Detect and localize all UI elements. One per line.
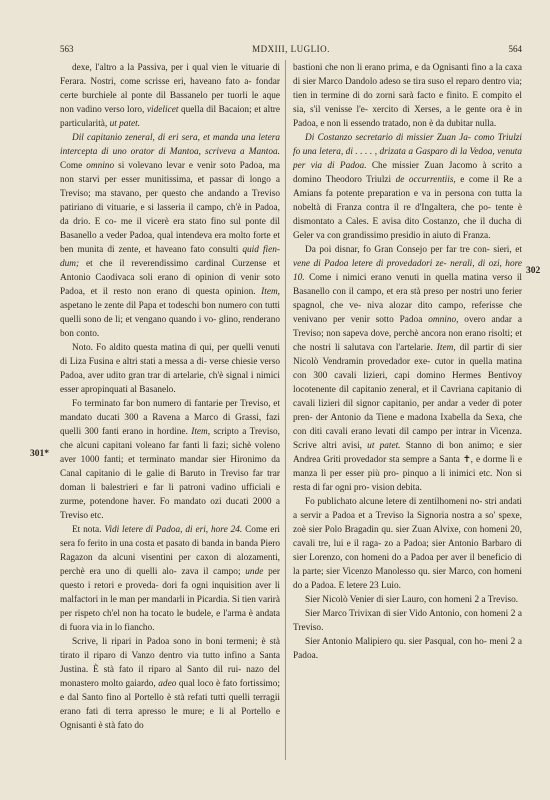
italic-text: Item, bbox=[261, 287, 280, 297]
text-run: Noto. Fo aldito questa matina di qui, per quelli venuti di Liza Fusina e altri stati a messa a di- verse chiesie verso Padoa, aver udito gran trar di artelarie, ch'è signal i nimici esser apropinquati al Basanelo. bbox=[60, 343, 280, 395]
text-run: Che missier Zuan Jacomo à scrito a domino Theodoro Triulzi bbox=[293, 161, 522, 185]
text-run: Fo terminato far bon numero di fantarie per Treviso, et mandato ducati 300 a Ravena a Marco di Grassi, fazi quelli 300 fanti erano in hordine. bbox=[60, 399, 280, 437]
paragraph bbox=[293, 61, 522, 131]
paragraph bbox=[60, 341, 280, 397]
italic-text: Dil capitanio zeneral, di eri sera, et manda una letera intercepta di uno orator di Mantoa, scriveva a Mantoa. bbox=[60, 133, 280, 157]
text-run: aspetano le zente dil Papa et todeschi bon numero con tutti quelli sono de li; et vengano quando i vo- glino, renderano bon conto. bbox=[60, 301, 280, 339]
column-divider bbox=[285, 60, 286, 760]
italic-text: Item, bbox=[436, 343, 456, 353]
paragraph bbox=[293, 635, 522, 663]
text-run: Da poi disnar, fo Gran Consejo per far tre con- sieri, et bbox=[305, 245, 522, 255]
text-run: scripto a Treviso, che alcuni capitani voleano far fanti li fazi; sichè voleno aver 1000 fanti; et terminato mandar sier Hironimo da Canal capitanio di le galie di Baruto in Treviso far trar doman li balestrieri e far li patroni vadino ufficiali e zurme, potendone haver. Fo mandato ozi ducati 2000 a Treviso etc. bbox=[60, 427, 280, 521]
text-run: Et nota. bbox=[72, 525, 105, 535]
text-run: bastioni che non li erano prima, e da Ognisanti fino a la caxa di sier Marco Dandolo adeso se tira suso el reparo dentro via; tien in termine di do zorni sarà facto e finito. E compito el sia, s'il venisse l'e- xercito di Xerses, a le gente ora è in Padoa, e non li essendo tratado, non è da dubitar nulla. bbox=[293, 63, 522, 129]
italic-text: ut patet. bbox=[109, 119, 141, 129]
paragraph bbox=[293, 607, 522, 635]
italic-text: Item, bbox=[191, 427, 211, 437]
text-run: Sier Antonio Malipiero qu. sier Pasqual, con ho- meni 2 a Padoa. bbox=[293, 637, 522, 661]
text-run: Come bbox=[60, 161, 87, 171]
page-number-right: 564 bbox=[508, 44, 522, 54]
italic-text: de occurrentiis, bbox=[395, 175, 456, 185]
italic-text: Di Costanzo secretario di missier Zuan Ja- como Triulzi fo una letera, di . . . . , drizata a Gasparo di la Vedoa, venuta per via di Padoa. bbox=[293, 133, 522, 171]
italic-text: Vidi letere di Padoa, di eri, hore 24. bbox=[104, 525, 243, 535]
text-run: Come i nimici erano venuti in quella matina verso il Basanello con il campo, et era stà preso per nostri uno ferier spagnol, che ve- niva alozar dito campo, referisse che venivano per venir sotto Padoa bbox=[293, 273, 522, 325]
right-column bbox=[293, 61, 522, 663]
paragraph bbox=[60, 523, 280, 635]
paragraph bbox=[60, 131, 280, 341]
text-run: Fo publichato alcune letere di zentilhomeni no- stri andati a servir a Padoa et a Treviso la Signoria nostra a so' spexe, zoè sier Polo Bragadin qu. sier Zuan Alvixe, con homeni 20, cavali tre, lui e il raga- zo a Padoa; sier Antonio Barbaro di sier Lorenzo, con homeni do a Padoa per aver il beneficio di la parte; sier Vicenzo Manolesso qu. sier Marco, con homeni do a Padoa. E letere 23 Luio. bbox=[293, 497, 522, 591]
text-run: Come eri sera fo ferito in una costa et pasato di banda in banda Piero Ragazon da alcuni visentini per caxon di alozamenti, perchè era uno di quelli alo- zava il campo; bbox=[60, 525, 280, 577]
italic-text: videlicet bbox=[146, 105, 179, 115]
text-run: et che il reverendissimo cardinal Curzense et Antonio Caodivaca soli erano di opinion di venir soto Padoa, et il resto non erano di questa opinion. bbox=[60, 259, 280, 297]
paragraph bbox=[60, 397, 280, 523]
page-number-left: 563 bbox=[60, 44, 74, 54]
text-run: per questo i retori e proveda- dori fa ogni inquisition aver li malfactori in le man per mandarli in Picardia. Si tien varirà per rispeto ch'el non ha tocato le budele, e l'arma è andata di fuora via in lo fiancho. bbox=[60, 567, 280, 633]
text-run: e come il Re a Amians fa potente preparation e va in persona con tutta la nobeltà di Franza contra il re d'Ingaltera, che po- tente è dismontato a Cales. E avisa dito Costanzo, che il ducha di Geler va con grandissimo presidio in aiuto di Franza. bbox=[293, 175, 522, 241]
italic-text: vene di Padoa letere di provedadori ze- nerali, di ozi, hore 10. bbox=[293, 259, 522, 283]
running-title: MDXIII, LUGLIO. bbox=[252, 44, 330, 54]
text-run: Sier Marco Trivixan di sier Vido Antonio, con homeni 2 a Treviso. bbox=[293, 609, 522, 633]
paragraph bbox=[293, 593, 522, 607]
left-column bbox=[60, 61, 280, 733]
text-run: qual loco è fato fortissimo; e dal Santo fino al Portello è stà refati tutti quelli terragii erano fati di terra apresso le mure; e li al Portello e Ognisanti è stà fato do bbox=[60, 679, 280, 731]
italic-text: omnino, bbox=[428, 315, 459, 325]
text-run: si volevano levar e venir soto Padoa, ma non starvi per esser munitissima, et passar di longo a Treviso; ma stavano, per questo che andando a Treviso patiriano di vituarie, e si lasseria il campo, ch'è in Padoa, da drio. E co- me il vicerè era stato fino sul ponte dil Basanello a veder Padoa, qual intendeva era molto forte et ben munita di zente, et haveano fato consulti bbox=[60, 161, 280, 255]
italic-text: unde bbox=[245, 567, 264, 577]
margin-note-left: 301* bbox=[30, 449, 49, 459]
paragraph bbox=[60, 61, 280, 131]
paragraph bbox=[293, 243, 522, 495]
italic-text: adeo bbox=[158, 679, 177, 689]
paragraph bbox=[60, 635, 280, 733]
italic-text: ut patet. bbox=[367, 441, 401, 451]
paragraph bbox=[293, 495, 522, 593]
text-run: quella dil Bacaion; et altre particularità, bbox=[60, 105, 281, 129]
text-run: dil partir di sier Nicolò Vendramin provedador exe- cutor in quella matina con 300 cavali lizieri, capi domino Hermes Bentivoy locotenente dil capitanio zeneral, et il Cavriana capitanio di cavali lizieri dil signor capitanio, per andar a veder di poter pren- der Antonio da Tiene e madona Ixabella da Sexa, che con diti cavali erano levati dil campo per intrar in Vicenza. Scrive altri avisi, bbox=[293, 343, 522, 451]
text-run: dexe, l'altro a la Passiva, per i qual vien le vituarie di Ferara. Nostri, come scrisse eri, haveano fato a- fondar certe burchiele al ponte dil Bassanelo per tuorli le aque non vadino verso loro, bbox=[60, 63, 280, 115]
paragraph bbox=[293, 131, 522, 243]
text-run: overo andar a Treviso; non sapeva dove, perchè ancora non erano risolti; et che nostri li salutava con l'artelarie. bbox=[293, 315, 522, 353]
page-header bbox=[60, 44, 522, 58]
margin-note-right: 302 bbox=[526, 266, 541, 276]
text-run: Stanno di bon animo; e sier Andrea Griti provedador sta sempre a Santa ✝, e dorme lì e manza lì per esser più pro- pinquo a li inimici etc. Non si resta di far ogni pro- vision debita. bbox=[293, 441, 522, 493]
italic-text: omnino bbox=[86, 161, 115, 171]
text-run: Scrive, li ripari in Padoa sono in boni termeni; è stà tirato il riparo di Vanzo dentro via tutto infino a Santa Justina. È stà fato il riparo al Santo dil rui- nazo del monastero molto gaiardo, bbox=[60, 637, 280, 689]
text-run: Sier Nicolò Venier di sier Lauro, con homeni 2 a Treviso. bbox=[305, 595, 519, 605]
italic-text: quid fien- dum; bbox=[60, 245, 280, 269]
